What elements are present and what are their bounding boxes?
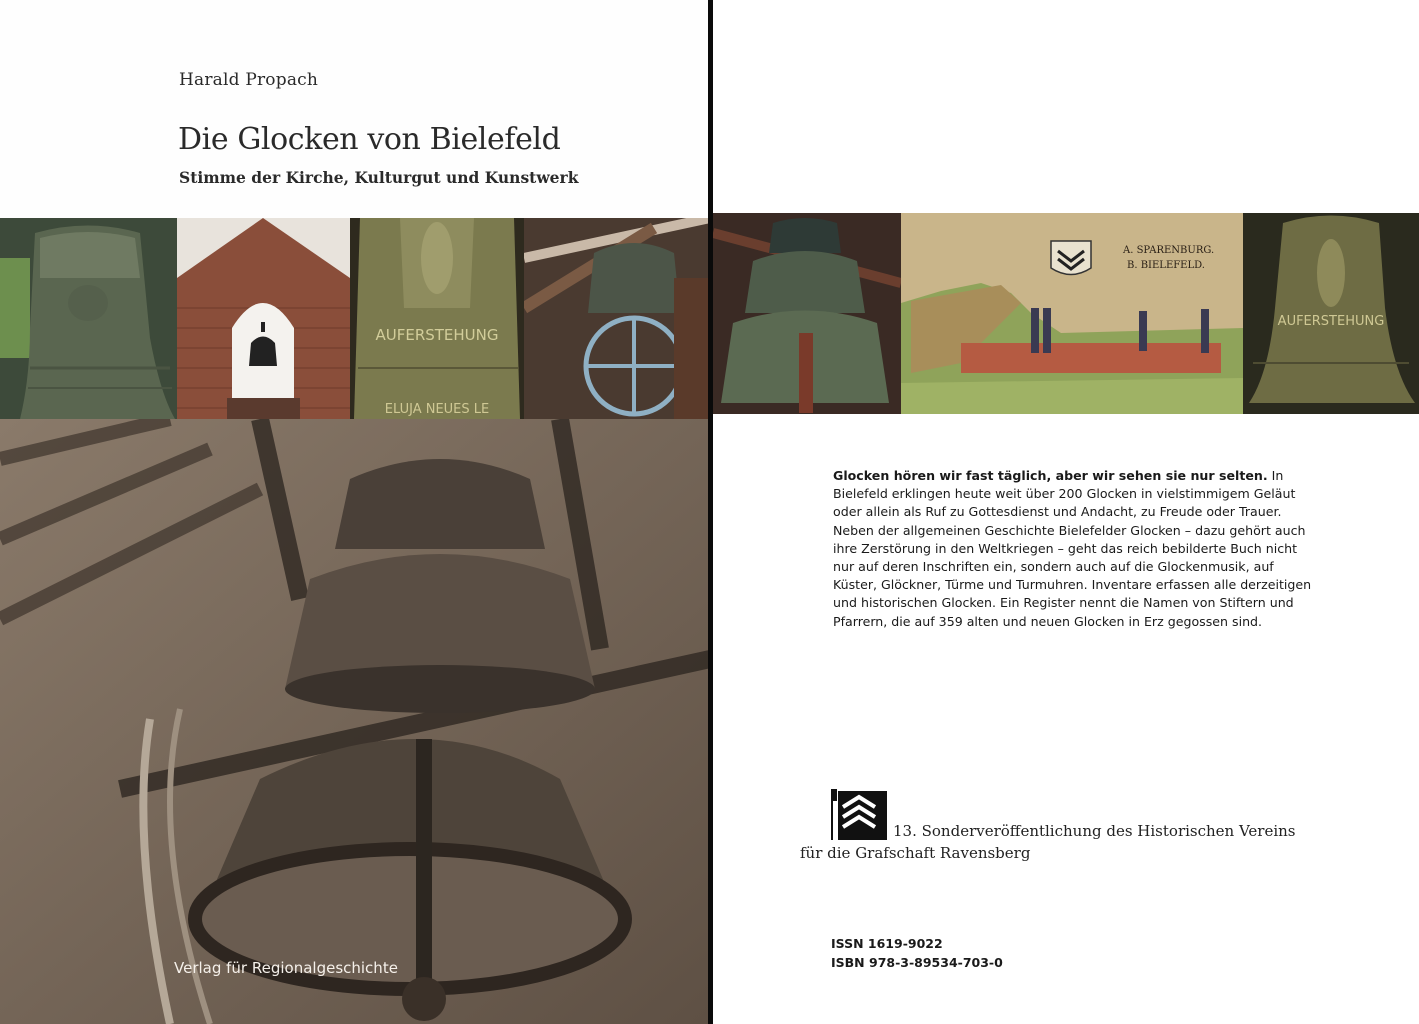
bell-inscription-text: AUFERSTEHUNG <box>375 326 499 344</box>
blurb-text <box>833 467 1313 631</box>
book-subtitle: Stimme der Kirche, Kulturgut und Kunstwerk <box>179 168 579 187</box>
author-name: Harald Propach <box>179 70 319 90</box>
bells-belfry-photo <box>713 213 901 414</box>
map-label-b: B. BIELEFELD. <box>1127 260 1205 271</box>
bell-closeup-inscription: AUFERSTEHUNG <box>1277 314 1385 329</box>
series-note <box>800 820 1320 864</box>
bell-inscription-text-2: ELUJA NEUES LE <box>384 402 490 417</box>
isbn-number: ISBN 978-3-89534-703-0 <box>831 955 1003 970</box>
publisher-name: Verlag für Regionalgeschichte <box>174 959 398 977</box>
belfry-photo <box>524 218 710 419</box>
blurb-paragraph-2: Neben der allgemeinen Geschichte Bielefelder Glocken – dazu gehört auch ihre Zerstörung in den Weltkriegen – geht das reich bebilderte Buch nicht nur auf deren Inschriften ein, sondern auch auf die Glockenmusik, auf Küster, Glöckner, Türme und Turmuhren. Inventare erfassen alle derzeitigen und historischen Glocken. Ein Register nennt die Namen von Stiftern und Pfarrern, die auf 359 alten und neuen Glocken in Erz gegossen sind. <box>833 522 1312 629</box>
church-tower-photo <box>177 218 350 419</box>
bell-photo-1 <box>0 218 177 419</box>
book-title: Die Glocken von Bielefeld <box>178 122 561 157</box>
back-cover <box>713 0 1419 1024</box>
map-label-a: A. SPARENBURG. <box>1123 245 1215 256</box>
issn-number: ISSN 1619-9022 <box>831 936 943 951</box>
historic-town-map <box>901 213 1243 414</box>
bells-in-tower-photo <box>0 419 710 1024</box>
bell-inscription-photo <box>350 218 524 419</box>
series-line-1: 13. Sonderveröffentlichung des Historischen Vereins <box>893 822 1296 840</box>
blurb-lead: Glocken hören wir fast täglich, aber wir sehen sie nur selten. In Bielefeld erklingen heute weit über 200 Glocken in vielstimmigem Geläut oder allein als Ruf zu Gottesdienst und Andacht, zu Freude oder Trauer. <box>833 468 1296 520</box>
series-line-2: für die Grafschaft Ravensberg <box>800 844 1031 862</box>
bell-closeup-photo <box>1243 213 1419 414</box>
identifiers <box>831 934 1003 972</box>
